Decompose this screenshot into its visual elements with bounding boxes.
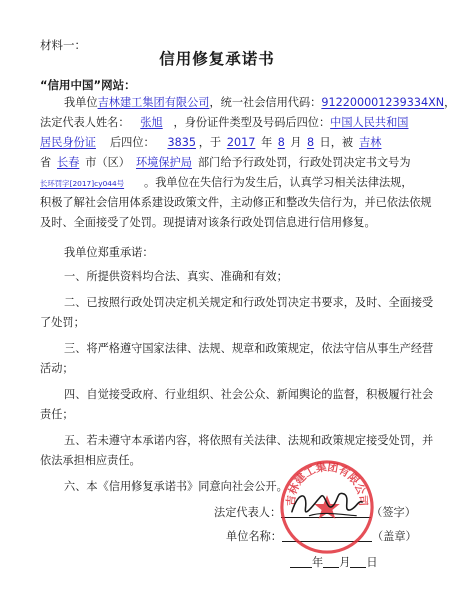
commitment-2-line2: 了处罚； xyxy=(40,316,85,329)
para1-l1-end: ， xyxy=(444,96,455,109)
commitment-4-line2: 责任； xyxy=(40,408,74,421)
addressee: “信用中国”网站： xyxy=(40,78,136,92)
commitment-3-line2: 活动； xyxy=(40,362,74,375)
para1-line7: 及时、全面接受了处罚。现提请对该条行政处罚信息进行信用修复。 xyxy=(40,216,376,229)
para1-l2-mid: ，身份证件类型及号码后四位： xyxy=(173,116,331,129)
para1-line3 xyxy=(40,136,381,150)
para1-line5 xyxy=(40,176,413,191)
year-value: 2017 xyxy=(226,136,256,149)
commitment-1: 一、所提供资料均合法、真实、准确和有效； xyxy=(64,270,288,283)
material-label: 材料一： xyxy=(40,38,86,52)
seal-text: 吉林建工集团有限公司 xyxy=(284,460,370,507)
para1-l4-prov: 省 xyxy=(40,156,52,169)
date-month-blank xyxy=(323,556,339,568)
id-type-2: 居民身份证 xyxy=(40,136,96,149)
para1-l4-city: 市（区） xyxy=(85,156,130,169)
day-unit: 日，被 xyxy=(319,136,354,149)
para1-l1-mid: ，统一社会信用代码： xyxy=(209,96,322,109)
date-day-label: 日 xyxy=(366,556,378,569)
legal-rep-suffix: （签字） xyxy=(371,506,416,519)
document-title: 信用修复承诺书 xyxy=(159,50,275,68)
commitment-5-line2: 依法承担相应责任。 xyxy=(40,454,141,467)
department-value: 环境保护局 xyxy=(135,156,192,169)
id-type-1: 中国人民共和国 xyxy=(330,116,409,129)
handwritten-signature xyxy=(288,482,366,526)
rep-name: 张旭 xyxy=(140,116,163,129)
date-line xyxy=(290,556,378,570)
commit-intro: 我单位郑重承诺： xyxy=(64,246,154,259)
decision-number: 长环罚字[2017]cy044号 xyxy=(40,179,125,188)
month-unit: 月 xyxy=(290,136,302,149)
year-unit: 年 xyxy=(261,136,273,149)
para1-l3-sep: ，于 xyxy=(198,136,222,149)
legal-rep-label: 法定代表人： xyxy=(214,506,282,519)
commitment-6: 六、本《信用修复承诺书》同意向社会公开。 xyxy=(64,480,288,493)
para1-l5-text: 。我单位在失信行为发生后，认真学习相关法律法规， xyxy=(144,176,413,189)
commitment-2-line1: 二、已按照行政处罚决定机关规定和行政处罚决定书要求，及时、全面接受 xyxy=(64,296,434,309)
date-month-label: 月 xyxy=(339,556,351,569)
para1-l1-prefix: 我单位 xyxy=(64,96,98,109)
para1-line1 xyxy=(64,96,455,110)
para1-line4 xyxy=(40,156,411,170)
city-value: 长春 xyxy=(57,156,80,169)
month-value: 8 xyxy=(277,136,285,149)
commitment-4-line1: 四、自觉接受政府、行业组织、社会公众、新闻舆论的监督，积极履行社会 xyxy=(64,388,434,401)
para1-l3-mid: 后四位： xyxy=(109,136,155,149)
para1-line2 xyxy=(40,116,408,130)
para1-l4-dept: 部门给予行政处罚，行政处罚决定书文号为 xyxy=(197,156,411,169)
date-year-label: 年 xyxy=(312,556,324,569)
commitment-3-line1: 三、将严格遵守国家法律、法规、规章和政策规定，依法守信从事生产经营 xyxy=(64,342,434,355)
unit-name-label: 单位名称： xyxy=(226,530,282,543)
credit-code: 912200001239334XN xyxy=(321,96,445,109)
commitment-5-line1: 五、若未遵守本承诺内容，将依照有关法律、法规和政策规定接受处罚，并 xyxy=(64,434,434,447)
company-name: 吉林建工集团有限公司 xyxy=(97,96,210,109)
day-value: 8 xyxy=(306,136,315,149)
para1-l2-prefix: 法定代表人姓名： xyxy=(40,116,130,129)
date-day-blank xyxy=(350,556,366,568)
date-year-blank xyxy=(290,556,312,568)
unit-name-suffix: （盖章） xyxy=(371,530,417,543)
para1-line6: 积极了解社会信用体系建设政策文件，主动修正和整改失信行为，并已依法依规 xyxy=(40,196,432,209)
id-last4: 3835 xyxy=(167,136,196,149)
province-value: 吉林 xyxy=(359,136,382,149)
